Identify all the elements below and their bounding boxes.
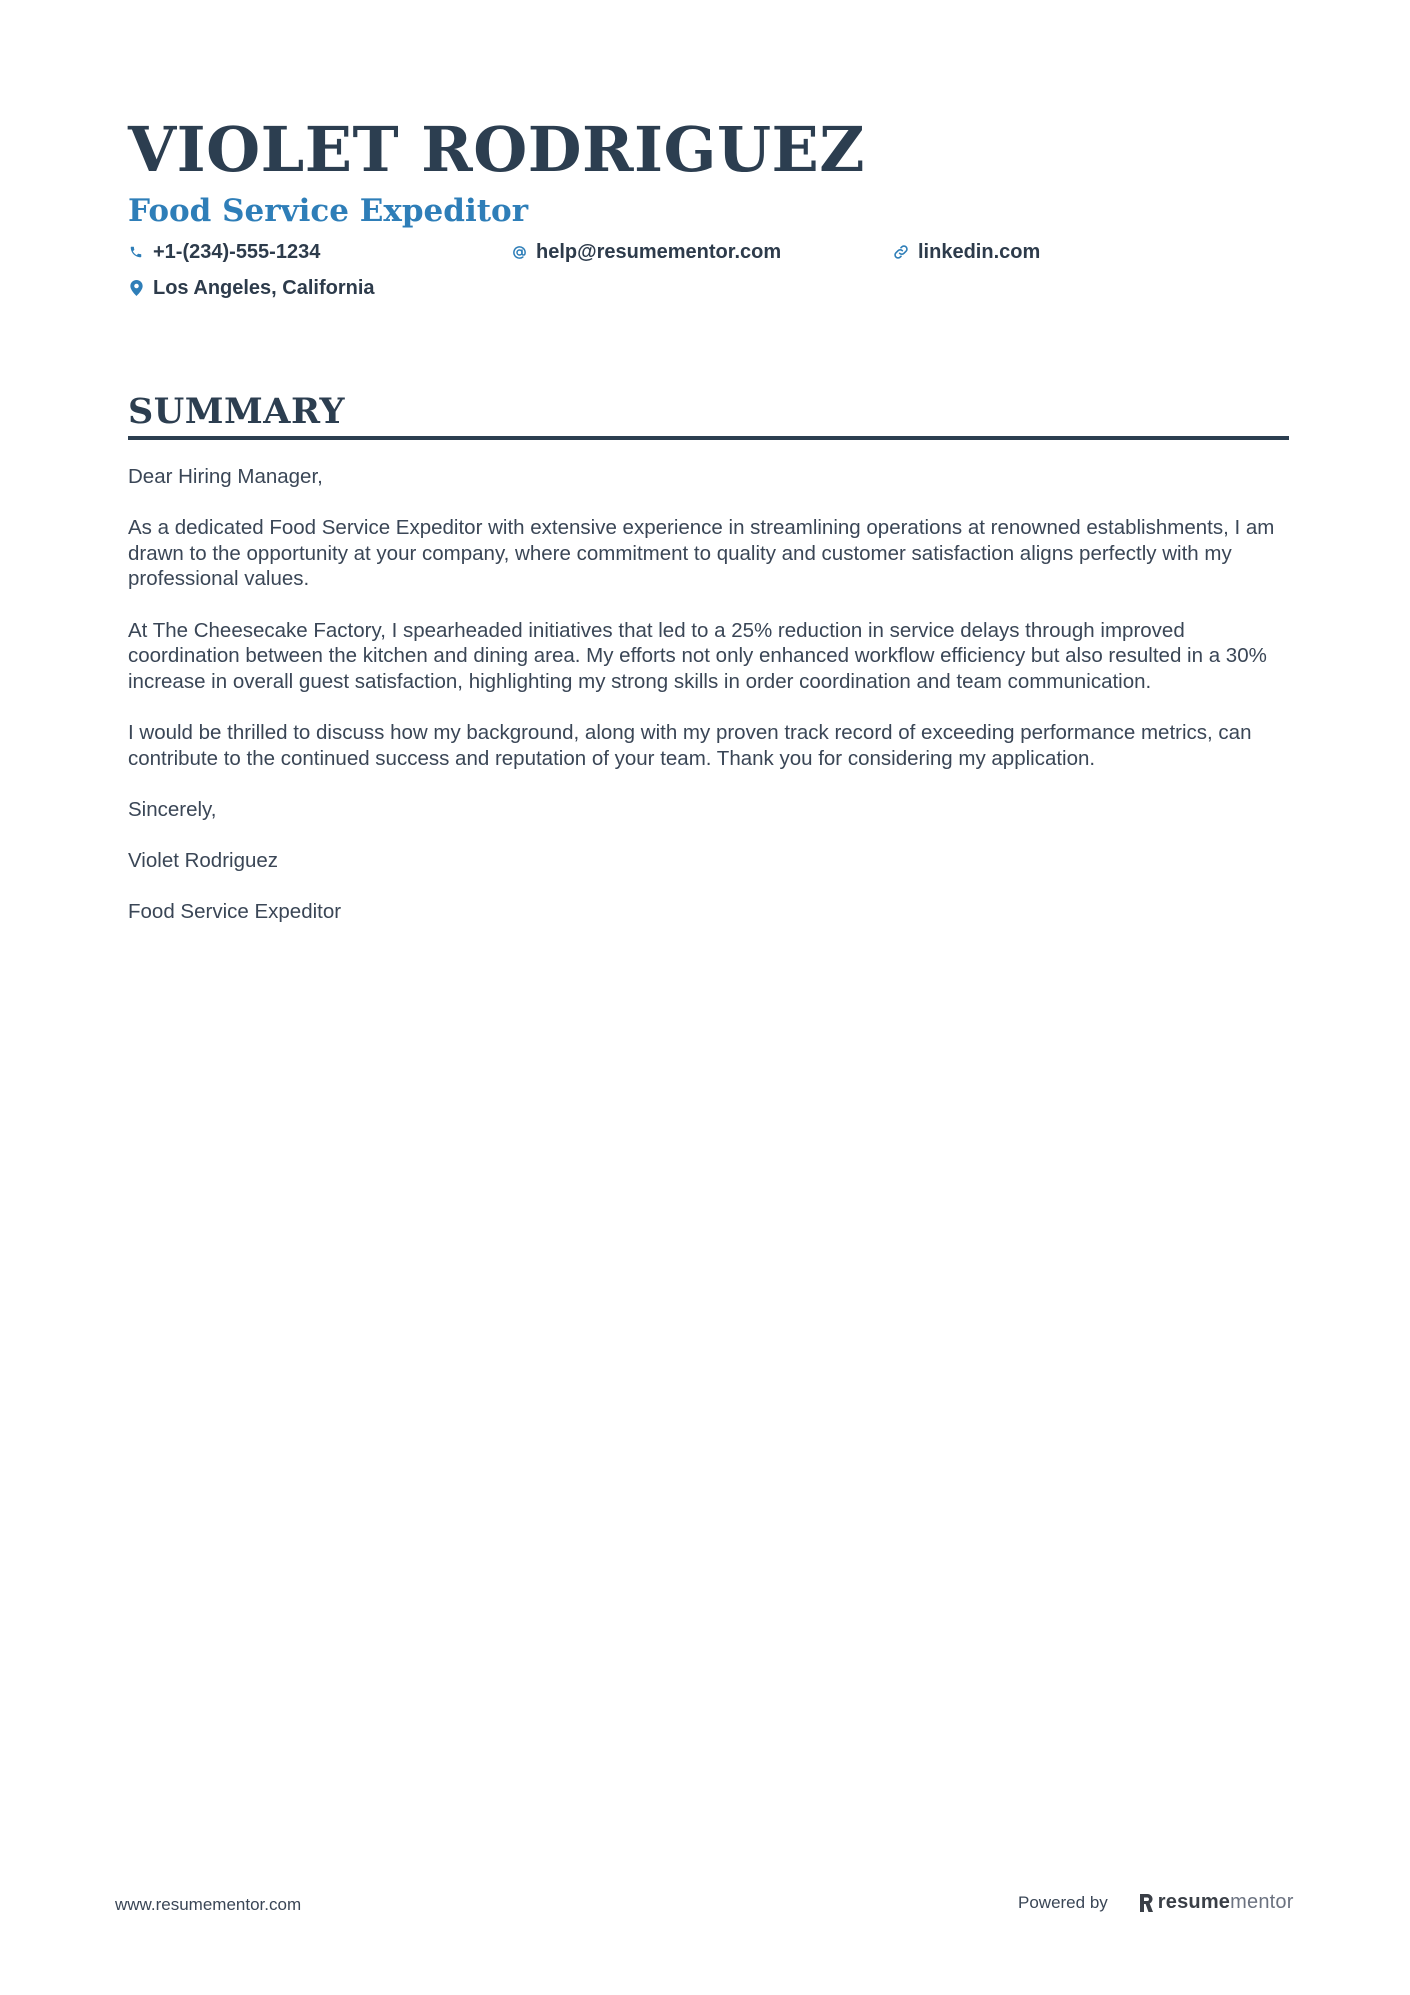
resumementor-logo-icon xyxy=(1138,1893,1154,1913)
email-address: help@resumementor.com xyxy=(536,240,782,263)
brand-bold-text: resume xyxy=(1157,1891,1231,1913)
cover-letter-body xyxy=(128,464,1289,925)
contact-location xyxy=(128,274,375,302)
location-text: Los Angeles, California xyxy=(153,276,375,299)
candidate-name: VIOLET RODRIGUEZ xyxy=(128,113,866,186)
contact-phone xyxy=(128,238,320,266)
closing: Sincerely, xyxy=(128,797,217,821)
footer-branding xyxy=(1018,1891,1294,1914)
letter-paragraph: I would be thrilled to discuss how my background, along with my proven track record of exceeding performance metrics, can contribute to the continued success and reputation of your team. Thank you for considering my application. xyxy=(128,720,1252,770)
map-pin-icon xyxy=(128,280,144,296)
footer-website[interactable]: www.resumementor.com xyxy=(115,1895,302,1914)
link-icon xyxy=(893,244,909,260)
linkedin-url: linkedin.com xyxy=(918,240,1041,263)
powered-by-label: Powered by xyxy=(1018,1892,1108,1912)
brand-light-text: mentor xyxy=(1230,1891,1294,1913)
phone-icon xyxy=(128,244,144,260)
resume-header xyxy=(128,112,1288,314)
phone-number: +1-(234)-555-1234 xyxy=(153,240,321,263)
contact-info xyxy=(128,238,1288,314)
salutation: Dear Hiring Manager, xyxy=(128,465,323,488)
signature-title: Food Service Expeditor xyxy=(128,900,342,924)
letter-paragraph: As a dedicated Food Service Expeditor with extensive experience in streamlining operations at renowned establishments, I am drawn to the opportunity at your company, where commitment to quality and customer satisfaction aligns perfectly with my professional values. xyxy=(128,516,1275,591)
contact-link xyxy=(893,238,1040,266)
resumementor-logo[interactable] xyxy=(1138,1891,1294,1914)
section-heading: SUMMARY xyxy=(128,391,345,432)
contact-email xyxy=(511,238,781,266)
summary-section xyxy=(128,390,1289,950)
letter-paragraph: At The Cheesecake Factory, I spearheaded initiatives that led to a 25% reduction in service delays through improved coordination between the kitchen and dining area. My efforts not only enhanced workflow efficiency but also resulted in a 30% increase in overall guest satisfaction, highlighting my strong skills in order coordination and team communication. xyxy=(128,618,1267,693)
job-title: Food Service Expeditor xyxy=(128,193,529,229)
section-divider xyxy=(128,436,1289,440)
signature-name: Violet Rodriguez xyxy=(128,848,279,872)
at-icon xyxy=(511,244,527,260)
